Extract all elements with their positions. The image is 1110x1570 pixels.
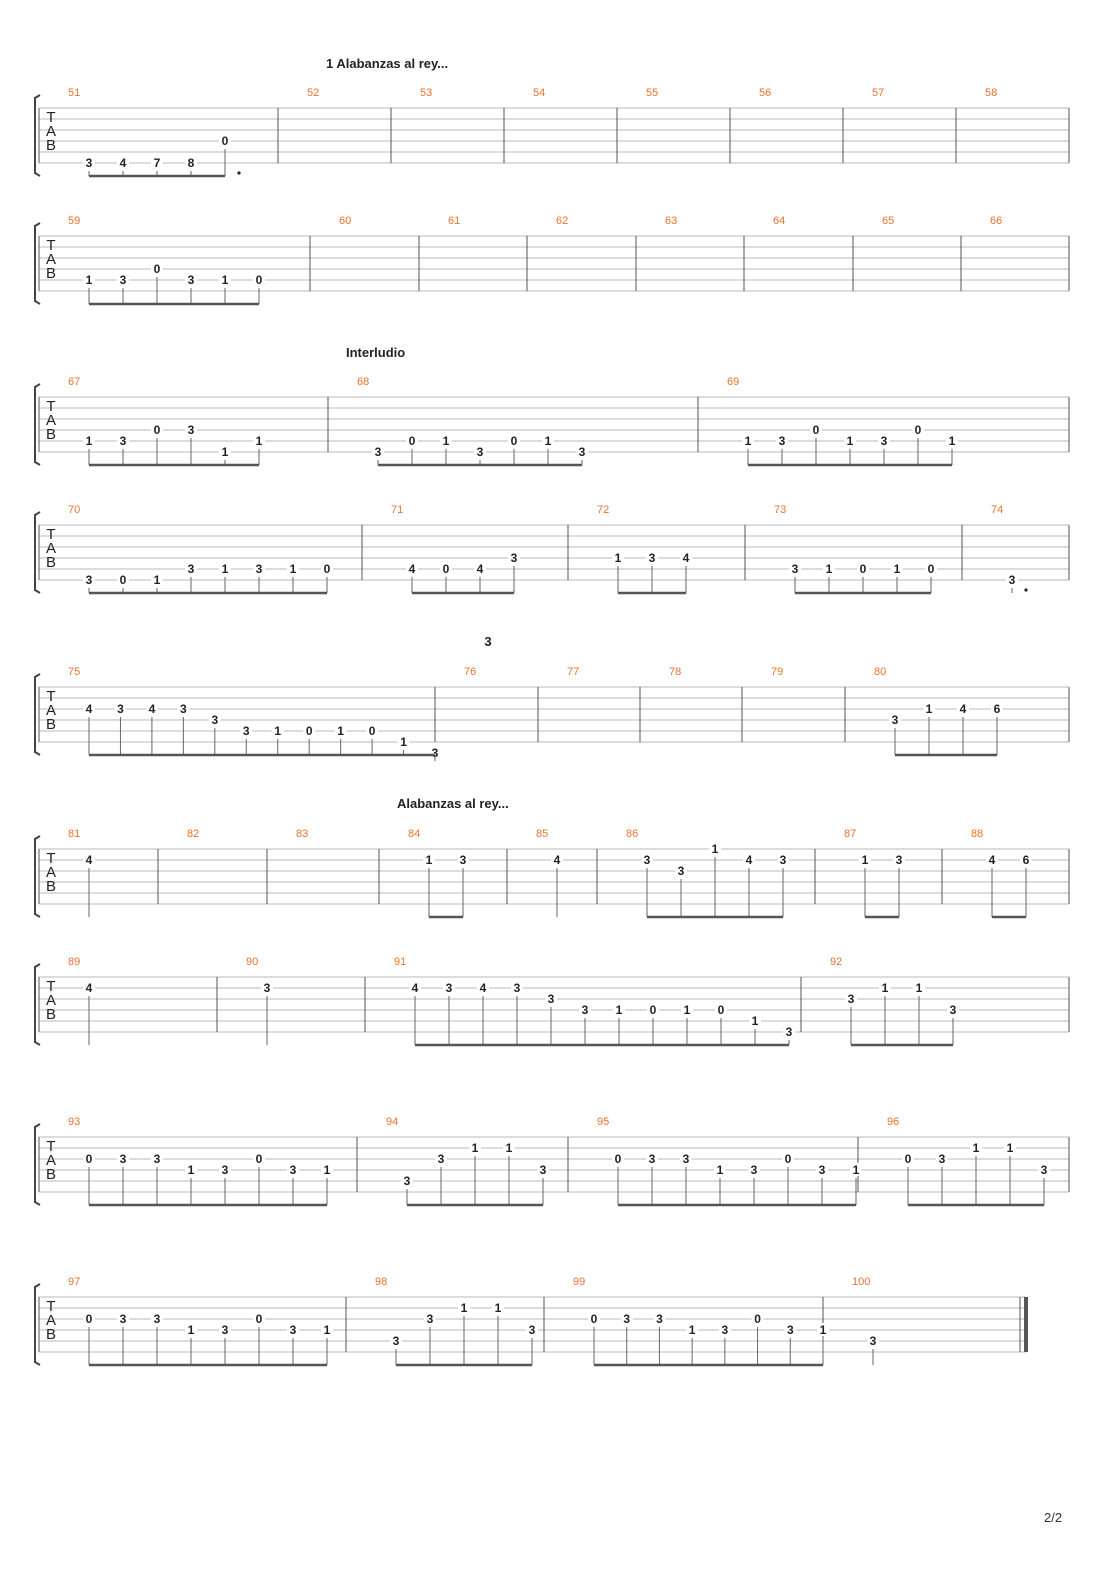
measure-number: 51 [68,87,81,99]
tab-clef-letter: A [45,123,57,140]
fret-number: 1 [716,1163,724,1177]
measure-number: 89 [68,956,81,968]
measure-number: 95 [597,1116,610,1128]
fret-number: 0 [754,1312,761,1326]
measure-number: 58 [985,87,998,99]
fret-number: 3 [85,573,93,587]
measure-number: 80 [874,666,887,678]
tab-clef-letter: T [46,526,56,543]
fret-number: 3 [891,713,899,727]
fret-number: 3 [211,713,219,727]
measure-number: 81 [68,828,81,840]
fret-number: 4 [411,981,419,995]
fret-number: 3 [119,1152,127,1166]
tab-clef-letter: A [45,992,57,1009]
fret-number: 1 [494,1301,502,1315]
fret-number: 4 [148,702,156,716]
fret-number: 4 [553,853,561,867]
fret-number: 0 [914,423,922,437]
tab-clef-letter: A [45,864,57,881]
section-marker: Interludio [346,345,406,360]
fret-number: 3 [187,273,195,287]
tab-clef-letter: A [45,251,57,268]
measure-number: 72 [597,504,610,516]
measure-number: 63 [665,215,678,227]
measure-number: 83 [296,828,309,840]
fret-number: 0 [255,1312,263,1326]
fret-number: 3 [1040,1163,1048,1177]
fret-number: 3 [187,423,195,437]
fret-number: 3 [623,1312,631,1326]
fret-number: 4 [988,853,996,867]
measure-number: 79 [771,666,784,678]
section-marker: 1 Alabanzas al rey... [326,56,449,71]
fret-number: 0 [221,134,229,148]
fret-number: 6 [1022,853,1030,867]
measure-number: 76 [464,666,477,678]
fret-number: 3 [374,445,382,459]
fret-number: 1 [711,842,719,856]
fret-number: 1 [688,1323,696,1337]
fret-number: 3 [117,702,124,716]
fret-number: 3 [880,434,888,448]
fret-number: 0 [119,573,127,587]
fret-number: 1 [274,724,282,738]
fret-number: 0 [85,1312,93,1326]
fret-number: 3 [818,1163,826,1177]
fret-number: 1 [683,1003,691,1017]
fret-number: 3 [938,1152,946,1166]
fret-number: 1 [852,1163,860,1177]
fret-number: 0 [717,1003,725,1017]
tab-clef-letter: T [46,1298,56,1315]
fret-number: 0 [859,562,867,576]
measure-number: 100 [852,1276,871,1288]
measure-number: 86 [626,828,639,840]
tab-clef-letter: B [45,1166,57,1183]
tab-clef-letter: B [45,426,57,443]
fret-number: 3 [513,981,521,995]
tab-clef-letter: B [45,554,57,571]
fret-number: 3 [119,434,127,448]
fret-number: 0 [323,562,331,576]
tab-clef-letter: A [45,702,57,719]
section-marker: 3 [484,634,492,649]
fret-number: 3 [847,992,855,1006]
measure-number: 88 [971,828,984,840]
fret-number: 0 [904,1152,912,1166]
fret-number: 3 [656,1312,663,1326]
measure-number: 73 [774,504,787,516]
fret-number: 4 [959,702,967,716]
fret-number: 1 [893,562,901,576]
fret-number: 1 [425,853,433,867]
fret-number: 4 [85,702,93,716]
fret-number: 1 [289,562,297,576]
tab-clef-letter: A [45,412,57,429]
fret-number: 0 [305,724,313,738]
fret-number: 3 [119,1312,127,1326]
tab-clef-letter: A [45,1152,57,1169]
fret-number: 1 [442,434,450,448]
fret-number: 3 [785,1025,793,1039]
fret-number: 0 [614,1152,622,1166]
fret-number: 1 [861,853,869,867]
measure-number: 97 [68,1276,81,1288]
fret-number: 4 [408,562,416,576]
section-marker: Alabanzas al rey... [397,796,509,811]
measure-number: 92 [830,956,843,968]
fret-number: 0 [153,262,161,276]
fret-number: 1 [881,981,889,995]
measure-number: 59 [68,215,81,227]
fret-number: 3 [403,1174,411,1188]
measure-number: 62 [556,215,569,227]
measure-number: 66 [990,215,1003,227]
tab-clef-letter: A [45,540,57,557]
fret-number: 1 [471,1141,479,1155]
fret-number: 3 [221,1163,229,1177]
fret-number: 3 [289,1323,297,1337]
fret-number: 0 [590,1312,598,1326]
tab-clef-letter: B [45,265,57,282]
measure-number: 90 [246,956,259,968]
measure-number: 96 [887,1116,900,1128]
tab-clef-letter: T [46,978,56,995]
fret-number: 7 [153,156,161,170]
fret-number: 3 [648,551,656,565]
fret-number: 3 [682,1152,690,1166]
measure-number: 71 [391,504,404,516]
fret-number: 3 [85,156,93,170]
fret-number: 1 [614,551,622,565]
fret-number: 3 [255,562,263,576]
tab-clef-letter: T [46,850,56,867]
rhythm-dot [237,171,240,174]
fret-number: 1 [255,434,263,448]
fret-number: 3 [791,562,799,576]
measure-number: 54 [533,87,546,99]
fret-number: 1 [221,445,229,459]
measure-number: 98 [375,1276,388,1288]
measure-number: 99 [573,1276,586,1288]
measure-number: 67 [68,376,81,388]
measure-number: 87 [844,828,857,840]
measure-number: 60 [339,215,352,227]
measure-number: 85 [536,828,549,840]
tab-clef-letter: T [46,1138,56,1155]
measure-number: 57 [872,87,885,99]
fret-number: 1 [751,1014,759,1028]
page-number: 2/2 [1044,1510,1063,1525]
rhythm-dot [1024,588,1027,591]
fret-number: 4 [479,981,487,995]
fret-number: 0 [85,1152,93,1166]
fret-number: 3 [721,1323,729,1337]
measure-number: 53 [420,87,433,99]
measure-number: 52 [307,87,320,99]
fret-number: 0 [408,434,416,448]
fret-number: 3 [539,1163,547,1177]
fret-number: 1 [1006,1141,1014,1155]
fret-number: 3 [476,445,484,459]
fret-number: 1 [460,1301,468,1315]
fret-number: 1 [187,1323,195,1337]
fret-number: 3 [437,1152,445,1166]
measure-number: 94 [386,1116,399,1128]
measure-number: 93 [68,1116,81,1128]
fret-number: 4 [85,853,93,867]
fret-number: 3 [949,1003,957,1017]
fret-number: 1 [323,1323,331,1337]
tab-clef-letter: B [45,878,57,895]
fret-number: 0 [784,1152,792,1166]
fret-number: 1 [925,702,933,716]
fret-number: 1 [85,273,93,287]
fret-number: 3 [578,445,586,459]
measure-number: 75 [68,666,81,678]
fret-number: 1 [615,1003,623,1017]
fret-number: 1 [972,1141,980,1155]
fret-number: 8 [187,156,195,170]
tab-clef-letter: T [46,109,56,126]
fret-number: 3 [119,273,127,287]
measure-number: 77 [567,666,580,678]
fret-number: 3 [187,562,195,576]
fret-number: 3 [643,853,651,867]
fret-number: 0 [812,423,820,437]
fret-number: 1 [544,434,552,448]
fret-number: 3 [750,1163,758,1177]
fret-number: 4 [85,981,93,995]
fret-number: 1 [744,434,752,448]
tab-clef-letter: T [46,237,56,254]
fret-number: 1 [221,273,229,287]
measure-number: 65 [882,215,895,227]
measure-number: 56 [759,87,772,99]
fret-number: 0 [927,562,935,576]
fret-number: 3 [895,853,903,867]
fret-number: 1 [846,434,854,448]
fret-number: 6 [993,702,1001,716]
fret-number: 3 [242,724,250,738]
fret-number: 3 [180,702,187,716]
fret-number: 3 [779,853,787,867]
tab-clef-letter: B [45,716,57,733]
tab-clef-letter: T [46,398,56,415]
measure-number: 78 [669,666,682,678]
fret-number: 0 [255,1152,263,1166]
measure-number: 70 [68,504,81,516]
fret-number: 1 [153,573,161,587]
fret-number: 3 [153,1152,161,1166]
fret-number: 0 [153,423,161,437]
fret-number: 3 [869,1334,877,1348]
fret-number: 1 [819,1323,827,1337]
fret-number: 4 [682,551,690,565]
fret-number: 4 [745,853,753,867]
fret-number: 3 [510,551,518,565]
tab-clef-letter: B [45,137,57,154]
fret-number: 0 [510,434,518,448]
fret-number: 3 [263,981,271,995]
fret-number: 1 [948,434,956,448]
measure-number: 91 [394,956,407,968]
tab-clef-letter: T [46,688,56,705]
fret-number: 0 [255,273,263,287]
fret-number: 3 [426,1312,434,1326]
measure-number: 84 [408,828,421,840]
fret-number: 3 [221,1323,229,1337]
fret-number: 1 [221,562,229,576]
fret-number: 1 [825,562,833,576]
fret-number: 1 [337,724,344,738]
fret-number: 0 [368,724,376,738]
fret-number: 1 [85,434,93,448]
fret-number: 3 [786,1323,794,1337]
measure-number: 69 [727,376,740,388]
fret-number: 3 [431,746,439,760]
tab-clef-letter: A [45,1312,57,1329]
measure-number: 74 [991,504,1004,516]
fret-number: 1 [323,1163,331,1177]
fret-number: 3 [528,1323,536,1337]
fret-number: 1 [400,735,407,749]
measure-number: 61 [448,215,461,227]
fret-number: 1 [915,981,923,995]
fret-number: 3 [778,434,786,448]
measure-number: 68 [357,376,370,388]
measure-number: 82 [187,828,200,840]
fret-number: 3 [459,853,467,867]
tab-clef-letter: B [45,1326,57,1343]
fret-number: 1 [505,1141,513,1155]
fret-number: 3 [289,1163,297,1177]
fret-number: 4 [476,562,484,576]
fret-number: 3 [677,864,685,878]
fret-number: 3 [1008,573,1016,587]
fret-number: 3 [445,981,453,995]
fret-number: 1 [187,1163,195,1177]
measure-number: 55 [646,87,659,99]
measure-number: 64 [773,215,786,227]
fret-number: 0 [442,562,450,576]
tab-clef-letter: B [45,1006,57,1023]
fret-number: 3 [547,992,555,1006]
fret-number: 3 [581,1003,589,1017]
fret-number: 3 [392,1334,400,1348]
fret-number: 4 [119,156,127,170]
fret-number: 3 [648,1152,656,1166]
fret-number: 3 [153,1312,161,1326]
fret-number: 0 [649,1003,657,1017]
